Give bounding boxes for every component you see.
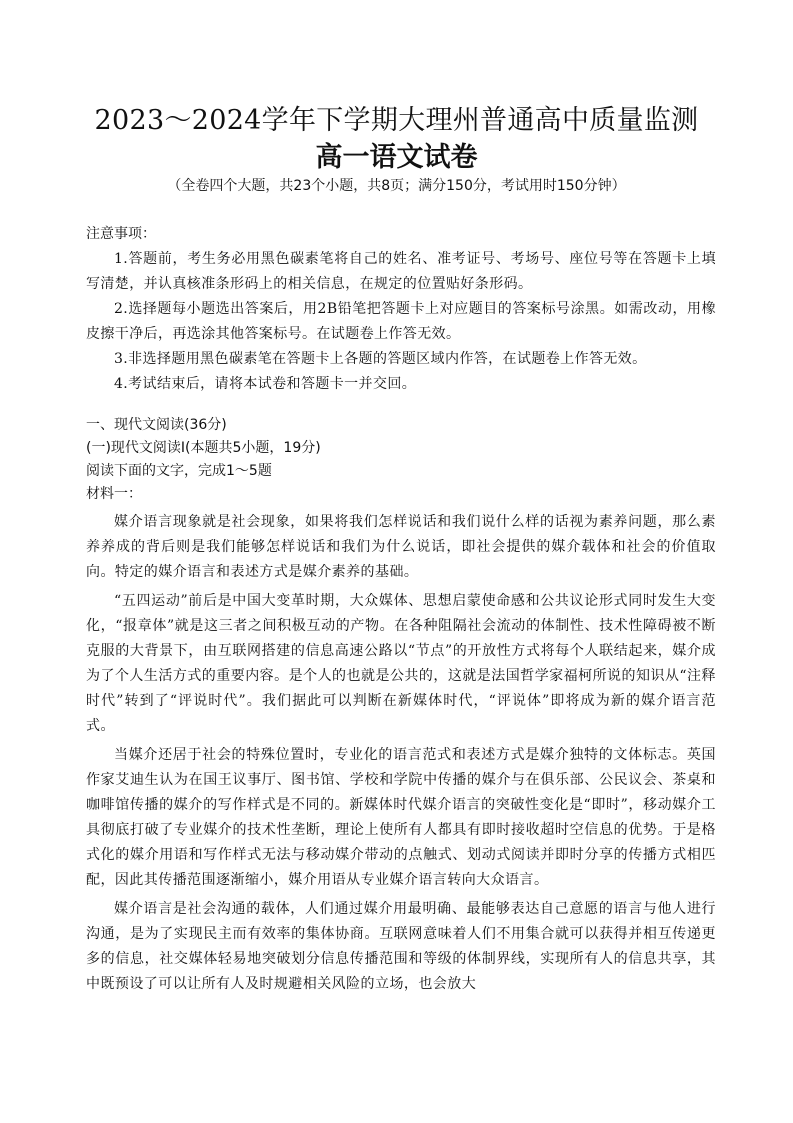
notes-block	[86, 224, 716, 397]
passage-paragraph-4: 媒介语言是社会沟通的载体，人们通过媒介用最明确、最能够表达自己意愿的语言与他人进行沟通，是为了实现民主而有效率的集体协商。互联网意味着人们不用集合就可以获得并相互传递更多的信息，社交媒体轻易地突破划分信息传播范围和等级的体制界线，实现所有人的信息共享，其中既预设了可以让所有人及时规避相关风险的立场，也会放大	[86, 901, 716, 992]
exam-title: 2023～2024学年下学期大理州普通高中质量监测	[94, 105, 699, 136]
note-item-3: 3.非选择题用黑色碳素笔在答题卡上各题的答题区域内作答，在试题卷上作答无效。	[114, 351, 647, 367]
passage-paragraph-1: 媒介语言现象就是社会现象，如果将我们怎样说话和我们说什么样的话视为素养问题，那么素养养成的背后则是我们能够怎样说话和我们为什么说话，即社会提供的媒介载体和社会的价值取向。特定的媒介语言和表述方式是媒介素养的基础。	[86, 514, 716, 580]
part-heading: 一、现代文阅读(36分)	[86, 417, 227, 433]
material-label: 材料一：	[86, 486, 142, 502]
note-item-2: 2.选择题每小题选出答案后，用2B铅笔把答题卡上对应题目的答案标号涂黑。如需改动，用橡皮擦干净后，再选涂其他答案标号。在试题卷上作答无效。	[86, 301, 716, 342]
subpart-heading: (一)现代文阅读Ⅰ(本题共5小题，19分)	[86, 440, 321, 456]
exam-meta: （全卷四个大题，共23个小题，共8页；满分150分，考试用时150分钟）	[167, 178, 626, 194]
exam-subtitle: 高一语文试卷	[315, 142, 478, 173]
section-header	[86, 414, 716, 506]
reading-instruction: 阅读下面的文字，完成1～5题	[86, 463, 272, 479]
passage-paragraph-2: “五四运动”前后是中国大变革时期，大众媒体、思想启蒙使命感和公共议论形式同时发生大变化，“报章体”就是这三者之间积极互动的产物。在各种阻隔社会流动的体制性、技术性障碍被不断克服的大背景下，由互联网搭建的信息高速公路以“节点”的开放性方式将每个人联结起来，媒介成为了个人生活方式的重要内容。是个人的也就是公共的，这就是法国哲学家福柯所说的知识从“注释时代”转到了“评说时代”。我们据此可以判断在新媒体时代，“评说体”即将成为新的媒介语言范式。	[86, 593, 716, 734]
passage-body	[86, 510, 716, 1001]
passage-paragraph-3: 当媒介还居于社会的特殊位置时，专业化的语言范式和表述方式是媒介独特的文体标志。英国作家艾迪生认为在国王议事厅、图书馆、学校和学院中传播的媒介与在俱乐部、公民议会、茶桌和咖啡馆传播的媒介的写作样式是不同的。新媒体时代媒介语言的突破性变化是“即时”，移动媒介工具彻底打破了专业媒介的技术性垄断，理论上使所有人都具有即时接收超时空信息的优势。于是格式化的媒介用语和写作样式无法与移动媒介带动的点触式、划动式阅读并即时分享的传播方式相匹配，因此其传播范围逐渐缩小，媒介用语从专业媒介语言转向大众语言。	[86, 747, 716, 888]
note-item-4: 4.考试结束后，请将本试卷和答题卡一并交回。	[114, 376, 417, 392]
notes-heading: 注意事项：	[86, 226, 156, 242]
note-item-1: 1.答题前，考生务必用黑色碳素笔将自己的姓名、准考证号、考场号、座位号等在答题卡上填写清楚，并认真核准条形码上的相关信息，在规定的位置贴好条形码。	[86, 251, 716, 292]
